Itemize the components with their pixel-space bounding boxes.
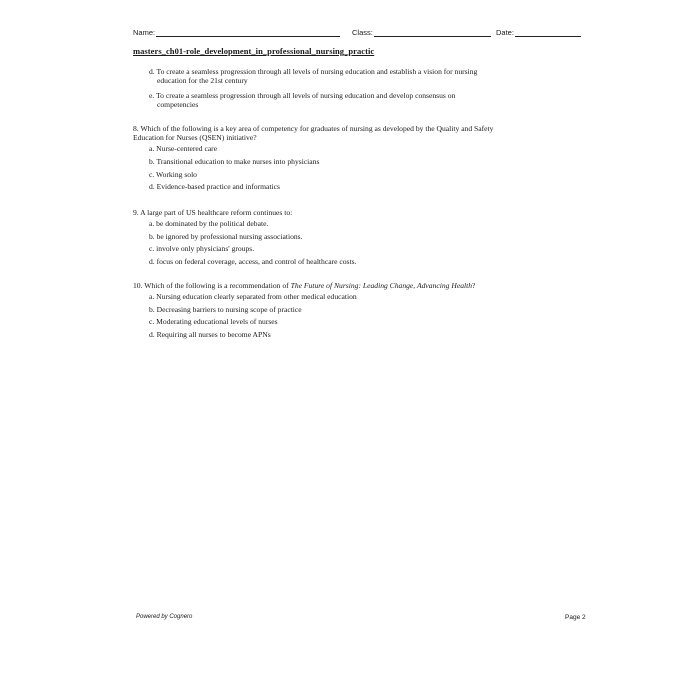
answer-option: c. Working solo [149,169,197,179]
answer-option: b. Transitional education to make nurses into physicians [149,156,320,166]
answer-option: d. focus on federal coverage, access, and control of healthcare costs. [149,256,357,266]
answer-option: a. be dominated by the political debate. [149,218,269,228]
name-field [133,28,340,37]
page-header [133,28,585,42]
document-title: masters_ch01-role_development_in_professional_nursing_practic [133,46,375,56]
answer-option: c. involve only physicians' groups. [149,244,255,254]
question-stem-book-title: The Future of Nursing: Leading Change, Advancing Health [290,281,473,290]
answer-option: b. be ignored by professional nursing associations. [149,231,303,241]
name-blank-line [156,28,340,37]
answer-option: a. Nurse-centered care [149,144,218,154]
question-10 [133,281,475,339]
date-field [496,28,581,37]
question-stem [133,281,475,290]
question-8 [133,124,493,192]
date-blank-line [515,28,581,37]
answer-option: a. Nursing education clearly separated from other medical education [149,291,357,301]
class-blank-line [374,28,491,37]
question-stem-prefix: 10. Which of the following is a recommendation of [133,281,291,290]
option-text: e. To create a seamless progression through all levels of nursing education and develop consensus on [149,91,456,100]
footer-powered-by: Powered by Cognero [136,614,193,620]
answer-option: d. Evidence-based practice and informatics [149,182,280,192]
date-label: Date: [496,28,514,37]
continued-option-d [149,67,477,86]
continued-option-e [149,91,455,110]
question-stem: 9. A large part of US healthcare reform continues to: [133,208,293,217]
option-text-wrap: competencies [157,100,199,110]
option-text-wrap: education for the 21st century [157,76,248,86]
class-field [352,28,491,37]
question-9 [133,208,356,266]
answer-option: b. Decreasing barriers to nursing scope of practice [149,304,302,314]
name-label: Name: [133,28,156,37]
question-stem-wrap: Education for Nurses (QSEN) initiative? [133,133,257,143]
answer-option: c. Moderating educational levels of nurses [149,317,278,327]
answer-option: d. Requiring all nurses to become APNs [149,329,271,339]
footer-page-number: Page 2 [565,614,586,621]
option-text: d. To create a seamless progression through all levels of nursing education and establish a vision for nursing [149,67,478,76]
question-stem: 8. Which of the following is a key area of competency for graduates of nursing as developed by the Quality and Safety [133,124,494,133]
class-label: Class: [352,28,373,37]
question-stem-suffix: ? [472,281,476,290]
